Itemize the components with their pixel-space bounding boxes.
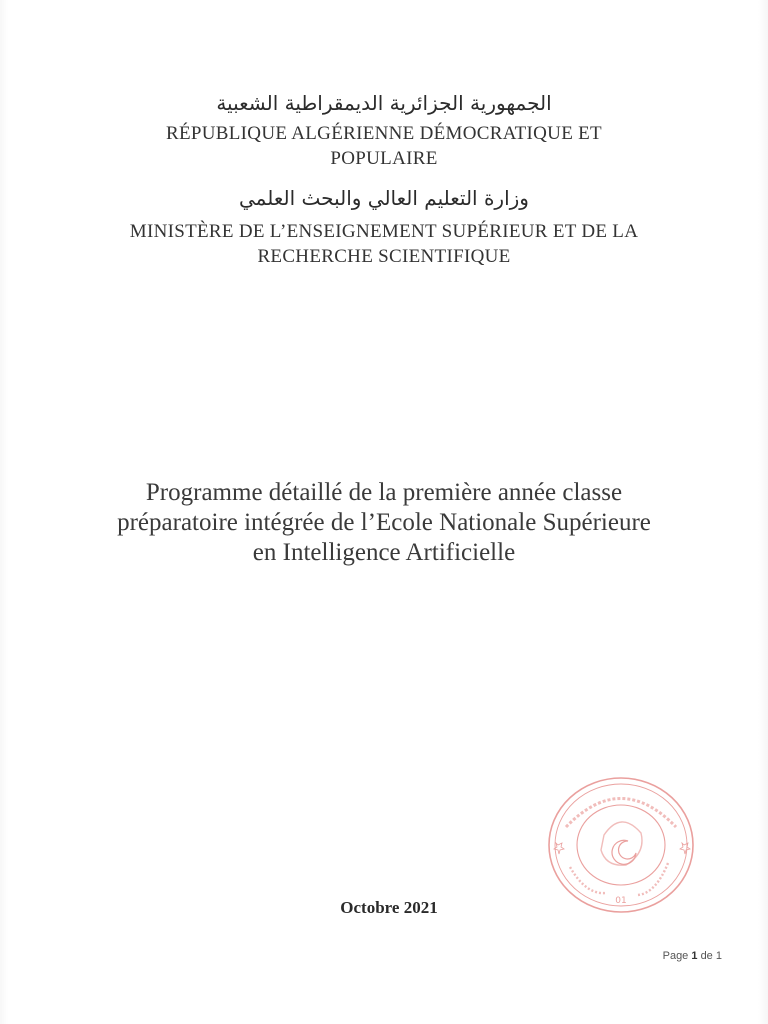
french-ministry-line-1: MINISTÈRE DE L’ENSEIGNEMENT SUPÉRIEUR ET DE LA [129,221,639,242]
document-title [0,478,768,568]
page-current: 1 [691,950,698,962]
french-republic-line-1: RÉPUBLIQUE ALGÉRIENNE DÉMOCRATIQUE ET [166,123,602,144]
french-republic-line-2: POPULAIRE [330,148,438,169]
page-prefix: Page [662,950,689,962]
arabic-ministry-heading: وزارة التعليم العالي والبحث العلمي [239,186,529,210]
title-line-1: Programme détaillé de la première année classe [145,479,623,506]
french-ministry-line-2: RECHERCHE SCIENTIFIQUE [257,246,511,267]
document-date: Octobre 2021 [340,898,438,917]
page-separator: de [700,950,713,962]
page-total: 1 [715,950,722,962]
page-indicator [663,950,722,962]
seal-number: 01 [615,896,627,906]
official-stamp-icon [546,775,696,915]
arabic-republic-heading: الجمهورية الجزائرية الديمقراطية الشعبية [216,91,552,115]
french-ministry-heading [0,219,768,269]
title-line-2: préparatoire intégrée de l’Ecole Nationale Supérieure [117,509,651,536]
french-republic-heading [0,121,768,171]
title-line-3: en Intelligence Artificielle [252,539,516,566]
